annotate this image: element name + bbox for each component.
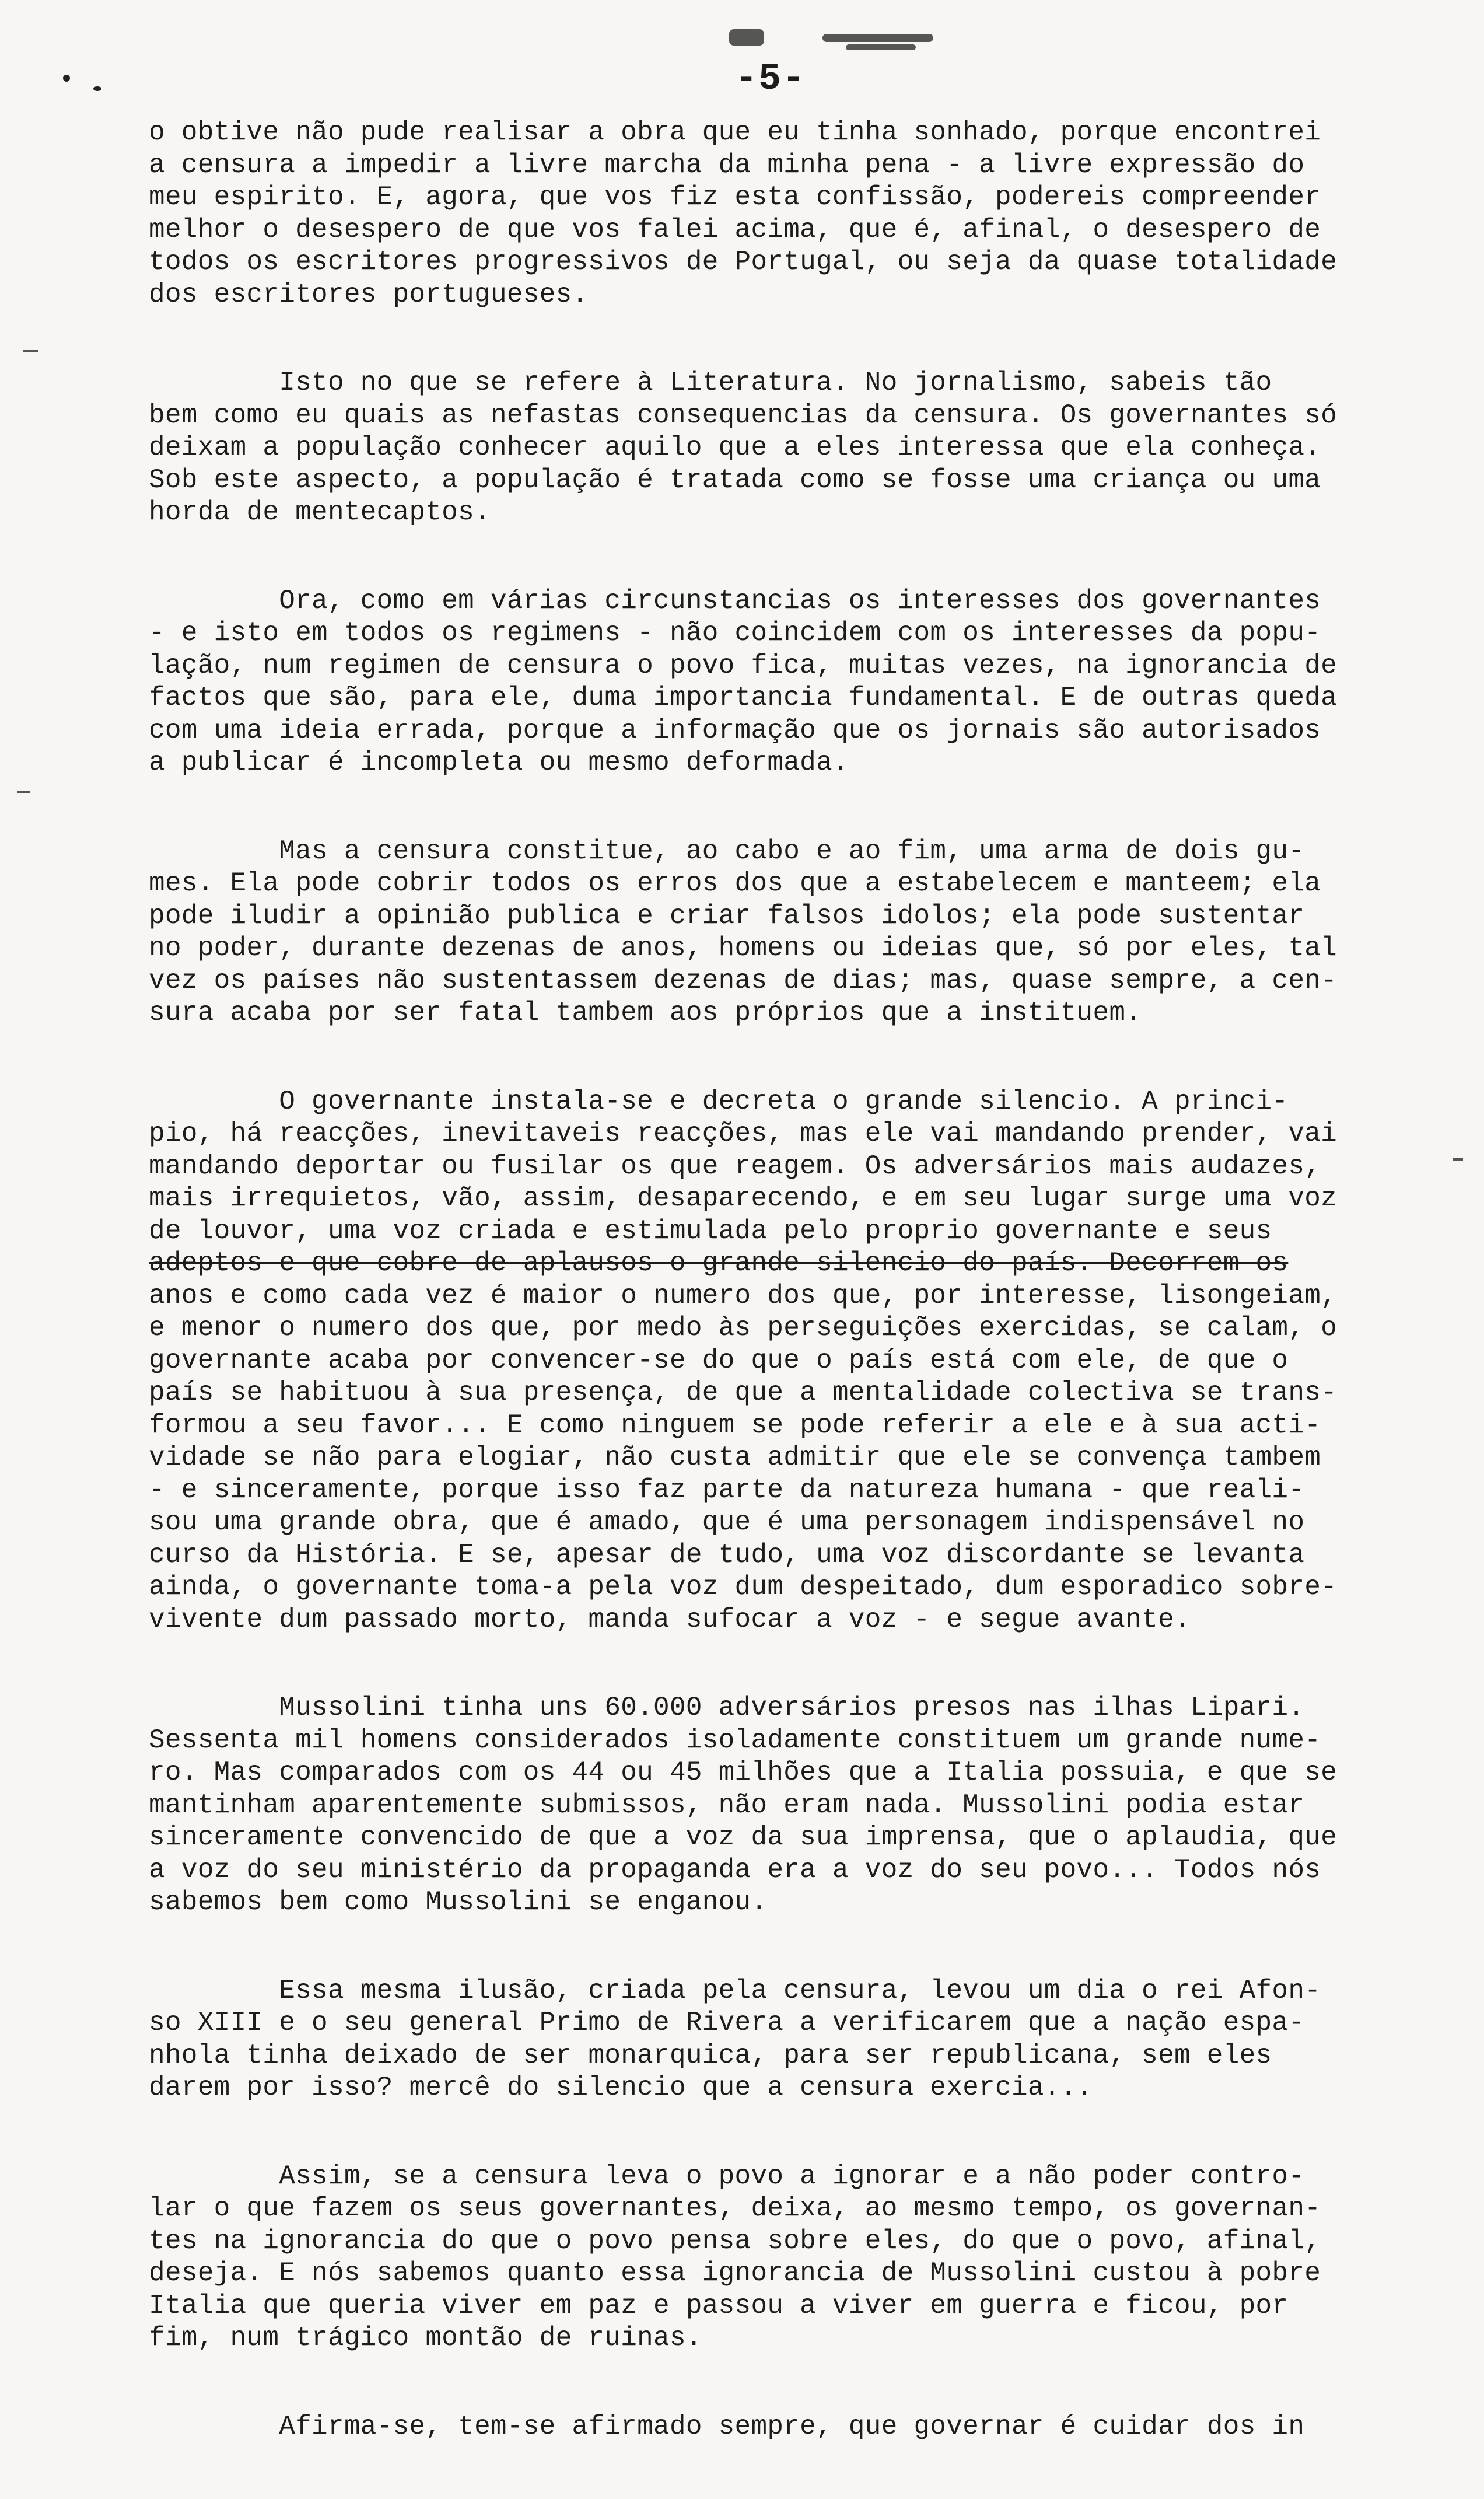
- text-line: ro. Mas comparados com os 44 ou 45 milhões que a Italia possuia, e que se: [149, 1757, 1338, 1788]
- margin-ink-dot: [93, 86, 102, 91]
- paragraph: [149, 1086, 1415, 1637]
- text-line: pode iludir a opinião publica e criar falsos idolos; ela pode sustentar: [149, 900, 1305, 931]
- text-line: sura acaba por ser fatal tambem aos próprios que a instituem.: [149, 998, 1142, 1028]
- text-line: vivente dum passado morto, manda sufocar a voz - e segue avante.: [149, 1604, 1191, 1635]
- text-line: Isto no que se refere à Literatura. No jornalismo, sabeis tão: [149, 368, 1272, 398]
- text-line: com uma ideia errada, porque a informação que os jornais são autorisados: [149, 715, 1321, 746]
- text-line: Afirma-se, tem-se afirmado sempre, que governar é cuidar dos in: [149, 2411, 1305, 2442]
- text-line: - e sinceramente, porque isso faz parte da natureza humana - que reali-: [149, 1474, 1305, 1505]
- text-line: mantinham aparentemente submissos, não eram nada. Mussolini podia estar: [149, 1790, 1305, 1820]
- text-line: factos que são, para ele, duma importancia fundamental. E de outras queda: [149, 683, 1338, 713]
- text-line: tes na ignorancia do que o povo pensa sobre eles, do que o povo, afinal,: [149, 2225, 1321, 2256]
- text-line: melhor o desespero de que vos falei acima, que é, afinal, o desespero de: [149, 214, 1321, 245]
- text-line: vidade se não para elogiar, não custa admitir que ele se convença tambem: [149, 1442, 1321, 1473]
- text-line: horda de mentecaptos.: [149, 497, 491, 527]
- text-line: e menor o numero dos que, por medo às perseguições exercidas, se calam, o: [149, 1313, 1338, 1343]
- text-line: Italia que queria viver em paz e passou a viver em guerra e ficou, por: [149, 2290, 1289, 2321]
- text-line: o obtive não pude realisar a obra que eu tinha sonhado, porque encontrei: [149, 117, 1321, 148]
- text-line: sinceramente convencido de que a voz da sua imprensa, que o aplaudia, que: [149, 1822, 1338, 1853]
- paragraph: [149, 585, 1415, 780]
- text-line: todos os escritores progressivos de Portugal, ou seja da quase totalidade: [149, 247, 1338, 277]
- text-line: a voz do seu ministério da propaganda era a voz do seu povo... Todos nós: [149, 1854, 1321, 1885]
- text-line: anos e como cada vez é maior o numero dos que, por interesse, lisongeiam,: [149, 1280, 1338, 1311]
- text-line: mes. Ela pode cobrir todos os erros dos que a estabelecem e manteem; ela: [149, 868, 1321, 899]
- header-ink-mark: [688, 23, 945, 99]
- margin-ink-dash: [23, 350, 38, 352]
- text-line: Ora, como em várias circunstancias os interesses dos governantes: [149, 585, 1321, 616]
- text-line: a publicar é incompleta ou mesmo deformada.: [149, 747, 849, 778]
- text-line: meu espirito. E, agora, que vos fiz esta confissão, podereis compreender: [149, 182, 1321, 212]
- text-line: mais irrequietos, vão, assim, desaparecendo, e em seu lugar surge uma voz: [149, 1183, 1338, 1214]
- text-line: curso da História. E se, apesar de tudo, uma voz discordante se levanta: [149, 1539, 1305, 1570]
- paragraph: [149, 1692, 1415, 1919]
- text-line: nhola tinha deixado de ser monarquica, para ser republicana, sem eles: [149, 2040, 1272, 2071]
- text-line: Sessenta mil homens considerados isoladamente constituem um grande nume-: [149, 1725, 1321, 1756]
- text-line: mandando deportar ou fusilar os que reagem. Os adversários mais audazes,: [149, 1151, 1321, 1182]
- paragraph: [149, 117, 1415, 311]
- text-line: Essa mesma ilusão, criada pela censura, levou um dia o rei Afon-: [149, 1975, 1321, 2006]
- text-line: Sob este aspecto, a população é tratada como se fosse uma criança ou uma: [149, 464, 1321, 495]
- paragraph: [149, 2161, 1415, 2355]
- paragraph: [149, 2411, 1415, 2444]
- text-line: Assim, se a censura leva o povo a ignorar e a não poder contro-: [149, 2161, 1305, 2192]
- text-line: governante acaba por convencer-se do que o país está com ele, de que o: [149, 1345, 1289, 1376]
- text-line: formou a seu favor... E como ninguem se pode referir a ele e à sua acti-: [149, 1410, 1321, 1441]
- text-line: deixam a população conhecer aquilo que a eles interessa que ela conheça.: [149, 432, 1321, 463]
- paragraph: [149, 367, 1415, 529]
- struck-text-line: adeptos e que cobre de aplausos o grande silencio do país. Decorrem os: [149, 1248, 1289, 1278]
- document-body: [149, 117, 1415, 2499]
- text-line: no poder, durante dezenas de anos, homens ou ideias que, só por eles, tal: [149, 933, 1338, 963]
- text-line: Mussolini tinha uns 60.000 adversários presos nas ilhas Lipari.: [149, 1693, 1305, 1723]
- text-line: fim, num trágico montão de ruinas.: [149, 2323, 702, 2353]
- text-line: dos escritores portugueses.: [149, 279, 589, 310]
- text-line: de louvor, uma voz criada e estimulada pelo proprio governante e seus: [149, 1215, 1272, 1246]
- text-line: pio, há reacções, inevitaveis reacções, mas ele vai mandando prender, vai: [149, 1119, 1338, 1149]
- text-line: país se habituou à sua presença, de que a mentalidade colectiva se trans-: [149, 1378, 1338, 1408]
- margin-ink-dot: [63, 75, 70, 82]
- text-line: - e isto em todos os regimens - não coincidem com os interesses da popu-: [149, 618, 1321, 648]
- text-line: ainda, o governante toma-a pela voz dum despeitado, dum esporadico sobre-: [149, 1572, 1338, 1602]
- text-line: sou uma grande obra, que é amado, que é uma personagem indispensável no: [149, 1507, 1305, 1537]
- paragraph: [149, 836, 1415, 1030]
- text-line: deseja. E nós sabemos quanto essa ignorancia de Mussolini custou à pobre: [149, 2258, 1321, 2288]
- text-line: sabemos bem como Mussolini se enganou.: [149, 1887, 768, 1917]
- text-line: lação, num regimen de censura o povo fica, muitas vezes, na ignorancia de: [149, 650, 1338, 681]
- paragraph: [149, 1975, 1415, 2105]
- text-line: vez os países não sustentassem dezenas de dias; mas, quase sempre, a cen-: [149, 965, 1338, 996]
- text-line: so XIII e o seu general Primo de Rivera a verificarem que a nação espa-: [149, 2008, 1305, 2038]
- text-line: lar o que fazem os seus governantes, deixa, ao mesmo tempo, os governan-: [149, 2193, 1321, 2224]
- margin-ink-dash: [1452, 1158, 1463, 1161]
- text-line: bem como eu quais as nefastas consequencias da censura. Os governantes só: [149, 400, 1338, 431]
- margin-ink-dash: [18, 791, 30, 793]
- text-line: Mas a censura constitue, ao cabo e ao fim, uma arma de dois gu-: [149, 836, 1305, 866]
- text-line: O governante instala-se e decreta o grande silencio. A princi-: [149, 1086, 1289, 1117]
- page-number: -5-: [735, 58, 806, 100]
- text-line: a censura a impedir a livre marcha da minha pena - a livre expressão do: [149, 149, 1305, 180]
- text-line: darem por isso? mercê do silencio que a censura exercia...: [149, 2072, 1093, 2103]
